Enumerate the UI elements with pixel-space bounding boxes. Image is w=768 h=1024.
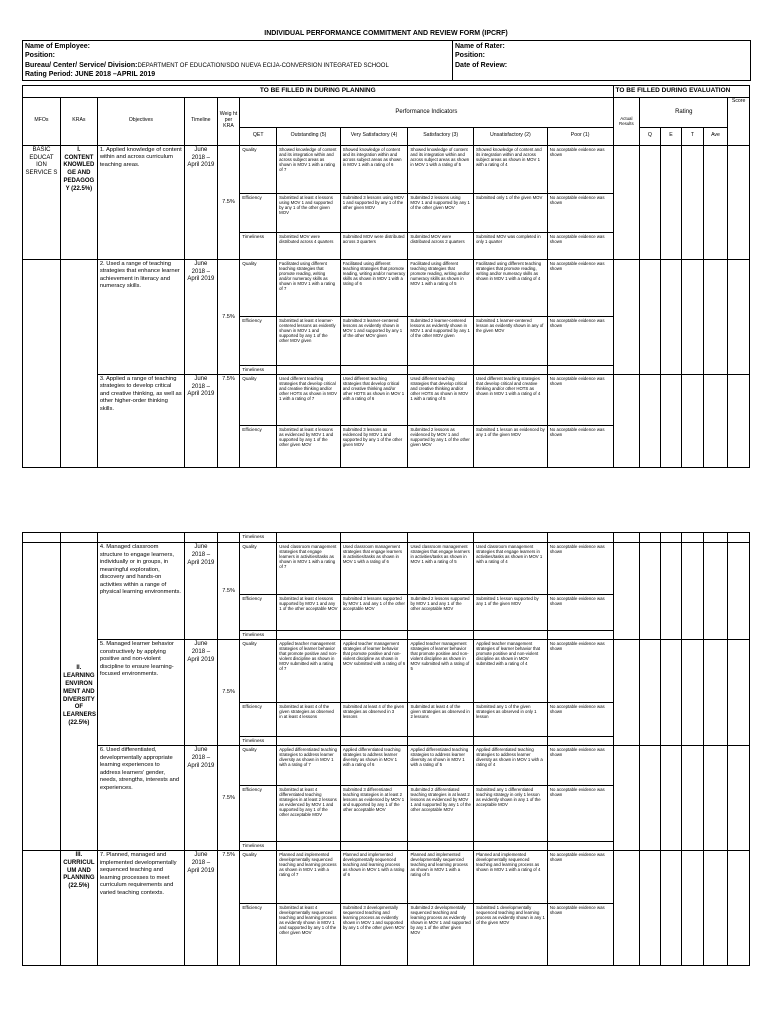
qet-label: Efficiency xyxy=(240,786,277,842)
actual-results-6[interactable] xyxy=(613,746,640,851)
indicator-cell: Submitted 1 developmentally sequenced teaching and learning process as evidently shown in any 1 of the given MOV xyxy=(474,904,548,966)
col-q: Q xyxy=(640,127,661,145)
indicator-cell: Facilitated using different teaching strategies that promote reading, writing and/or numeracy skills as shown in MOV 1 with a rating of 5 xyxy=(408,259,474,316)
indicator-cell: No acceptable evidence was shown xyxy=(547,746,613,786)
weight-6: 7.5% xyxy=(217,746,240,851)
rating-t[interactable] xyxy=(682,851,704,966)
indicator-cell: Submitted 1 lesson supported by any 1 of the given MOV xyxy=(474,595,548,631)
indicator-cell: Submitted any 1 of the given strategies as observed in only 1 lesson xyxy=(474,703,548,737)
indicator-cell: Submitted at least 4 differentiated teaching strategies in at least 2 lessons as evidenced by MOV 1 and supported by any 1 of the other acceptable MOV xyxy=(277,786,341,842)
score[interactable] xyxy=(728,640,750,746)
rating-e[interactable] xyxy=(660,543,682,640)
qet-label: Quality xyxy=(240,259,277,316)
indicator-cell: No acceptable evidence was shown xyxy=(547,851,613,904)
qet-label: Quality xyxy=(240,851,277,904)
indicator-cell: Submitted at least 4 lessons supported by MOV 1 and any 1 of the other acceptable MOV xyxy=(277,595,341,631)
indicator-cell: Submitted 3 lessons using MOV 1 and supported by any 1 of the other given MOV xyxy=(340,193,408,232)
kra-curriculum-planning: III. CURRICUL UM AND PLANNING (22.5%) xyxy=(60,851,97,966)
indicator-cell: Planned and implemented developmentally sequenced teaching and learning process as shown in MOV 1 with a rating of 5 xyxy=(408,851,474,904)
indicator-cell: No acceptable evidence was shown xyxy=(547,232,613,259)
indicator-cell: No acceptable evidence was shown xyxy=(547,193,613,232)
qet-label: Quality xyxy=(240,746,277,786)
indicator-cell: No acceptable evidence was shown xyxy=(547,425,613,467)
indicator-cell: Submitted 3 developmentally sequenced teaching and learning process as evidently shown in MOV 1 and supported by any 1 of the other given MOV xyxy=(340,904,408,966)
indicator-cell: No acceptable evidence was shown xyxy=(547,703,613,737)
indicator-cell: Applied differentiated teaching strategies to address learner diversity as shown in MOV 1 with a rating of 4 xyxy=(474,746,548,786)
employee-label: Name of Employee: xyxy=(25,43,90,50)
review-date-label: Date of Review: xyxy=(455,61,508,69)
qet-label: Efficiency xyxy=(240,595,277,631)
indicator-cell: Showed knowledge of content and its integration within and across subject areas as shown in MOV 1 with a rating of 5 xyxy=(408,145,474,193)
indicator-cell: Applied teacher management strategies of learner behavior that promote positive and non-violent discipline as shown in MOV submitted with a rating of 6 xyxy=(340,640,408,703)
indicator-cell: Used classroom management strategies that engage learners in activities/tasks as shown in MOV 1 with a rating of 4 xyxy=(474,543,548,595)
indicator-cell: Submitted only 1 of the given MOV xyxy=(473,193,547,232)
objective-3: 3. Applied a range of teaching strategies to develop critical and creative thinking, as well as other higher-order thinking skills. xyxy=(97,374,184,467)
bureau-value: DEPARTMENT OF EDUCATION/SDO NUEVA ECIJA-CONVERSION INTEGRATED SCHOOL xyxy=(137,62,389,69)
indicator-cell: Applied teacher management strategies of learner behavior that promote positive and non-violent discipline as shown in MOV submitted with a rating of 5 xyxy=(408,640,474,703)
bureau-label: Bureau/ Center/ Service/ Division: xyxy=(25,61,138,69)
header-box xyxy=(22,40,751,81)
rating-ave[interactable] xyxy=(703,259,728,374)
timeline-2: June 2018 – April 2019 xyxy=(184,259,217,374)
indicator-cell: Used different teaching strategies that develop critical and creative thinking and/or other HOTS as shown in MOV 1 with a rating of 4 xyxy=(473,374,547,425)
col-actual-results: Actual Results xyxy=(613,97,640,145)
indicator-cell: Planned and implemented developmentally sequenced teaching and learning process as shown in MOV 1 with a rating of 6 xyxy=(340,851,408,904)
indicator-cell: Submitted 3 learner-centered lessons as evidently shown in MOV 1 and supported by any 1 of the other MOV given xyxy=(340,316,408,365)
qet-label: Quality xyxy=(240,145,277,193)
indicator-cell: Facilitated using different teaching strategies that promote reading, writing and/or numeracy skills as shown in MOV 1 with a rating of 7 xyxy=(277,259,341,316)
weight-3: 7.5% xyxy=(217,374,240,467)
table-row xyxy=(23,374,750,425)
indicator-cell: Submitted any 1 differentiated teaching strategy in only 1 lesson as evidently shown in any 1 of the acceptable MOV xyxy=(474,786,548,842)
timeline-7: June 2018 – April 2019 xyxy=(185,851,218,966)
actual-results-2[interactable] xyxy=(613,259,640,374)
rating-ave[interactable] xyxy=(703,543,728,640)
indicator-cell: Used different teaching strategies that develop critical and creative thinking and/or other HOTS as shown in MOV 1 with a rating of 6 xyxy=(340,374,408,425)
indicator-cell: Submitted at least 4 of the given strategies as observed in 3 lessons xyxy=(340,703,408,737)
qet-label: Timeliness xyxy=(240,365,277,374)
page-1 xyxy=(22,40,750,468)
indicator-cell: Submitted MOV were distributed across 3 quarters xyxy=(340,232,408,259)
indicator-cell: Planned and implemented developmentally sequenced teaching and learning process as shown in MOV 1 with a rating of 4 xyxy=(474,851,548,904)
rating-t[interactable] xyxy=(682,543,704,640)
col-weight: Weig ht per KRA xyxy=(217,97,240,145)
score[interactable] xyxy=(728,374,750,467)
rating-e[interactable] xyxy=(660,746,682,851)
rating-ave[interactable] xyxy=(703,374,728,467)
rating-period: Rating Period: JUNE 2018 –APRIL 2019 xyxy=(25,71,156,79)
rating-q[interactable] xyxy=(640,374,661,467)
indicator-cell: Submitted 2 developmentally sequenced teaching and learning process as evidently shown in MOV 1 and supported by any 1 of the other given MOV xyxy=(408,904,474,966)
indicator-cell: No acceptable evidence was shown xyxy=(547,904,613,966)
rating-ave[interactable] xyxy=(703,640,728,746)
table-row xyxy=(23,533,750,543)
table-row xyxy=(23,145,750,193)
rating-q[interactable] xyxy=(640,640,661,746)
weight-7: 7.5% xyxy=(217,851,240,966)
rating-e[interactable] xyxy=(660,145,682,259)
actual-results-7[interactable] xyxy=(613,851,640,966)
kra-cell-empty xyxy=(60,259,97,467)
col-t: T xyxy=(682,127,704,145)
table-row xyxy=(23,259,750,316)
indicator-cell: Applied teacher management strategies of learner behavior that promote positive and non-violent discipline as shown in MOV submitted with a rating of 7 xyxy=(277,640,341,703)
table-row xyxy=(23,746,750,786)
rater-label: Name of Rater: xyxy=(455,43,505,50)
table-row xyxy=(23,851,750,904)
objective-4: 4. Managed classroom structure to engage learners, individually or in groups, in meaningful exploration, discovery and hands-on activities within a range of physical learning environments. xyxy=(97,543,184,640)
col-poor: Poor (1) xyxy=(547,127,613,145)
qet-label: Efficiency xyxy=(240,425,277,467)
indicator-cell: Submitted 3 lessons as evidenced by MOV 1 and supported by any 1 of the other given MOV xyxy=(340,425,408,467)
qet-label: Timeliness xyxy=(240,533,277,543)
mfo-basic-education: BASIC EDUCAT ION SERVICE S xyxy=(23,145,61,259)
indicator-cell: Submitted at least 4 developmentally sequenced teaching and learning process as evidently shown in MOV 1 and supported by any 1 of the other given MOV xyxy=(277,904,341,966)
rating-t[interactable] xyxy=(682,746,704,851)
indicator-cell: Submitted 2 lessons supported by MOV 1 and any 1 of the other acceptable MOV xyxy=(408,595,474,631)
col-ave: Ave xyxy=(703,127,728,145)
ipcrf-table-page2 xyxy=(22,532,750,966)
indicator-cell: No acceptable evidence was shown xyxy=(547,640,613,703)
qet-label: Efficiency xyxy=(240,703,277,737)
rating-ave[interactable] xyxy=(703,145,728,259)
objective-1: 1. Applied knowledge of content within and across curriculum teaching areas. xyxy=(97,145,184,259)
evaluation-section-header: TO BE FILLED DURING EVALUATION xyxy=(613,85,749,97)
position-label: Position: xyxy=(25,52,55,60)
rating-e[interactable] xyxy=(660,851,682,966)
qet-label: Quality xyxy=(240,640,277,703)
objective-6: 6. Used differentiated, developmentally appropriate learning experiences to address learners’ gender, needs, strengths, interests and experiences. xyxy=(97,746,184,851)
rater-position-label: Position: xyxy=(455,52,485,60)
indicator-cell: No acceptable evidence was shown xyxy=(547,543,613,595)
qet-label: Timeliness xyxy=(240,737,277,746)
mfo-cell-empty xyxy=(23,851,61,966)
indicator-cell: Submitted 1 learner-centered lesson as evidently shown in any of the given MOV xyxy=(473,316,547,365)
rating-q[interactable] xyxy=(640,746,661,851)
qet-label: Efficiency xyxy=(240,904,277,966)
indicator-cell: No acceptable evidence was shown xyxy=(547,786,613,842)
page-2 xyxy=(22,532,750,966)
indicator-cell: No acceptable evidence was shown xyxy=(547,259,613,316)
objective-7: 7. Planned, managed and implemented developmentally sequenced teaching and learning processes to meet curriculum requirements and varied teaching contexts. xyxy=(97,851,184,966)
qet-label: Timeliness xyxy=(240,631,277,640)
indicator-cell: Submitted 1 lesson as evidenced by any 1 of the given MOV xyxy=(473,425,547,467)
rating-q[interactable] xyxy=(640,851,661,966)
weight-4: 7.5% xyxy=(217,543,240,640)
col-unsatisfactory: Unsatisfactory (2) xyxy=(473,127,547,145)
indicator-cell: Submitted 2 lessons as evidenced by MOV 1 and supported by any 1 of the other given MOV xyxy=(408,425,474,467)
rating-t[interactable] xyxy=(682,145,704,259)
score[interactable] xyxy=(728,543,750,640)
table-row xyxy=(23,543,750,595)
objective-5: 5. Managed learner behavior constructively by applying positive and non-violent discipline to ensure learning-focused environments. xyxy=(97,640,184,746)
col-mfos: MFOs xyxy=(23,97,61,145)
indicator-cell: Submitted MOV were distributed across 4 quarters xyxy=(277,232,341,259)
rating-q[interactable] xyxy=(640,543,661,640)
rating-e[interactable] xyxy=(660,640,682,746)
indicator-cell: Used classroom management strategies that engage learners in activities/tasks as shown in MOV 1 with a rating of 7 xyxy=(277,543,341,595)
col-satisfactory: Satisfactory (3) xyxy=(408,127,474,145)
timeline-3: June 2018 – April 2019 xyxy=(184,374,217,467)
score[interactable] xyxy=(728,851,750,966)
indicator-cell: Applied differentiated teaching strategies to address learner diversity as shown in MOV 1 with a rating of 5 xyxy=(408,746,474,786)
indicator-cell: Used different teaching strategies that develop critical and creative thinking and/or other HOTS as shown in MOV 1 with a rating of 5 xyxy=(408,374,474,425)
col-e: E xyxy=(660,127,682,145)
indicator-cell: Facilitated using different teaching strategies that promote reading, writing and/or numeracy skills as shown in MOV 1 with a rating of 4 xyxy=(473,259,547,316)
rating-t[interactable] xyxy=(682,374,704,467)
kra-learning-environment: II. LEARNING ENVIRON MENT AND DIVERSITY OF LEARNERS (22.5%) xyxy=(60,543,97,851)
indicator-cell: Applied differentiated teaching strategies to address learner diversity as shown in MOV 1 with a rating of 7 xyxy=(277,746,341,786)
weight-5: 7.5% xyxy=(217,640,240,746)
score[interactable] xyxy=(728,259,750,374)
indicator-cell: Submitted 3 lessons supported by MOV 1 and any 1 of the other acceptable MOV xyxy=(340,595,408,631)
qet-label: Timeliness xyxy=(240,842,277,851)
actual-results-1[interactable] xyxy=(613,145,640,259)
actual-results-5[interactable] xyxy=(613,640,640,746)
indicator-cell: Submitted 3 differentiated teaching strategies in at least 2 lessons as evidenced by MOV 1 and supported by any 1 of the other acceptable MOV xyxy=(340,786,408,842)
objective-2: 2. Used a range of teaching strategies that enhance learner achievement in literacy and numeracy skills. xyxy=(97,259,184,374)
indicator-cell: Planned and implemented developmentally sequenced teaching and learning process as shown in MOV 1 with a rating of 7 xyxy=(277,851,341,904)
qet-label: Timeliness xyxy=(240,232,277,259)
indicator-cell: Submitted at least 4 lessons as evidenced by MOV 1 and supported by any 1 of the other given MOV xyxy=(277,425,341,467)
qet-label: Efficiency xyxy=(240,316,277,365)
indicator-cell: Showed knowledge of content and its integration within and across subject areas as shown in MOV 1 with a rating of 7 xyxy=(277,145,341,193)
col-performance-indicators: Performance Indicators xyxy=(240,97,613,127)
col-rating: Rating xyxy=(640,97,728,127)
rating-e[interactable] xyxy=(660,374,682,467)
timeline-4: June 2018 – April 2019 xyxy=(185,543,218,640)
indicator-cell: Applied differentiated teaching strategies to address learner diversity as shown in MOV 1 with a rating of 6 xyxy=(340,746,408,786)
col-outstanding: Outstanding (5) xyxy=(277,127,341,145)
indicator-cell: No acceptable evidence was shown xyxy=(547,145,613,193)
timeline-5: June 2018 – April 2019 xyxy=(185,640,218,746)
col-kras: KRAs xyxy=(60,97,97,145)
actual-results-4[interactable] xyxy=(613,543,640,640)
col-objectives: Objectives xyxy=(97,97,184,145)
indicator-cell: Submitted 2 differentiated teaching strategies in at least 2 lessons as evidenced by MOV 1 and supported by any 1 of the other acceptable MOV xyxy=(408,786,474,842)
indicator-cell: No acceptable evidence was shown xyxy=(547,374,613,425)
timeline-1: June 2018 – April 2019 xyxy=(184,145,217,259)
indicator-cell: Submitted MOV was completed in only 1 quarter xyxy=(473,232,547,259)
qet-label: Efficiency xyxy=(240,193,277,232)
indicator-cell: Submitted at least 4 lessons using MOV 1 and supported by any 1 of the other given MOV xyxy=(277,193,341,232)
indicator-cell: No acceptable evidence was shown xyxy=(547,316,613,365)
qet-label: Quality xyxy=(240,374,277,425)
indicator-cell: Submitted at least 4 learner-centered lessons as evidently shown in MOV 1 and supported by any 1 of the other MOV given xyxy=(277,316,341,365)
indicator-cell: Submitted MOV were distributed across 2 quarters xyxy=(408,232,474,259)
rating-ave[interactable] xyxy=(703,851,728,966)
col-qet: QET xyxy=(240,127,277,145)
indicator-cell: No acceptable evidence was shown xyxy=(547,595,613,631)
mfo-cell-empty xyxy=(23,543,61,851)
weight-1: 7.5% xyxy=(217,145,240,259)
indicator-cell: Submitted 2 lessons using MOV 1 and supported by any 1 of the other given MOV xyxy=(408,193,474,232)
rating-t[interactable] xyxy=(682,640,704,746)
actual-results-3[interactable] xyxy=(613,374,640,467)
planning-section-header: TO BE FILLED IN DURING PLANNING xyxy=(23,85,614,97)
score[interactable] xyxy=(728,746,750,851)
rating-q[interactable] xyxy=(640,259,661,374)
rating-ave[interactable] xyxy=(703,746,728,851)
kra-content-knowledge: I. CONTENT KNOWLED GE AND PEDAGOG Y (22.5%) xyxy=(60,145,97,259)
indicator-cell: Used different teaching strategies that develop critical and creative thinking and/or other HOTS as shown in MOV 1 with a rating of 7 xyxy=(277,374,341,425)
col-score: Score xyxy=(728,97,750,145)
rating-q[interactable] xyxy=(640,145,661,259)
indicator-cell: Submitted 2 learner-centered lessons as evidently shown in MOV 1 and supported by any 1 of the other MOV given xyxy=(408,316,474,365)
rating-t[interactable] xyxy=(682,259,704,374)
form-title: INDIVIDUAL PERFORMANCE COMMITMENT AND REVIEW FORM (IPCRF) xyxy=(264,30,508,37)
indicator-cell: Used classroom management strategies that engage learners in activities/tasks as shown in MOV 1 with a rating of 5 xyxy=(408,543,474,595)
indicator-cell: Submitted at least 4 of the given strategies as observed in 2 lessons xyxy=(408,703,474,737)
col-very-satisfactory: Very Satisfactory (4) xyxy=(340,127,408,145)
timeline-6: June 2018 – April 2019 xyxy=(185,746,218,851)
score[interactable] xyxy=(728,145,750,259)
indicator-cell: Applied teacher management strategies of learner behavior that promote positive and non-violent discipline as shown in MOV submitted with a rating of 4 xyxy=(474,640,548,703)
indicator-cell: Submitted at least 4 of the given strategies as observed in at least 4 lessons xyxy=(277,703,341,737)
weight-2: 7.5% xyxy=(217,259,240,374)
mfo-cell-empty xyxy=(23,259,61,467)
indicator-cell: Facilitated using different teaching strategies that promote reading, writing and/or numeracy skills as shown in MOV 1 with a rating of 6 xyxy=(340,259,408,316)
col-timeline: Timeline xyxy=(184,97,217,145)
table-row xyxy=(23,640,750,703)
indicator-cell: Showed knowledge of content and its integration within and across subject areas as shown in MOV 1 with a rating of 4 xyxy=(473,145,547,193)
indicator-cell: Used classroom management strategies that engage learners in activities/tasks as shown in MOV 1 with a rating of 6 xyxy=(340,543,408,595)
qet-label: Quality xyxy=(240,543,277,595)
indicator-cell: Showed knowledge of content and its integration within and across subject areas as shown in MOV 1 with a rating of 6 xyxy=(340,145,408,193)
rating-e[interactable] xyxy=(660,259,682,374)
ipcrf-table-page1 xyxy=(22,85,750,468)
